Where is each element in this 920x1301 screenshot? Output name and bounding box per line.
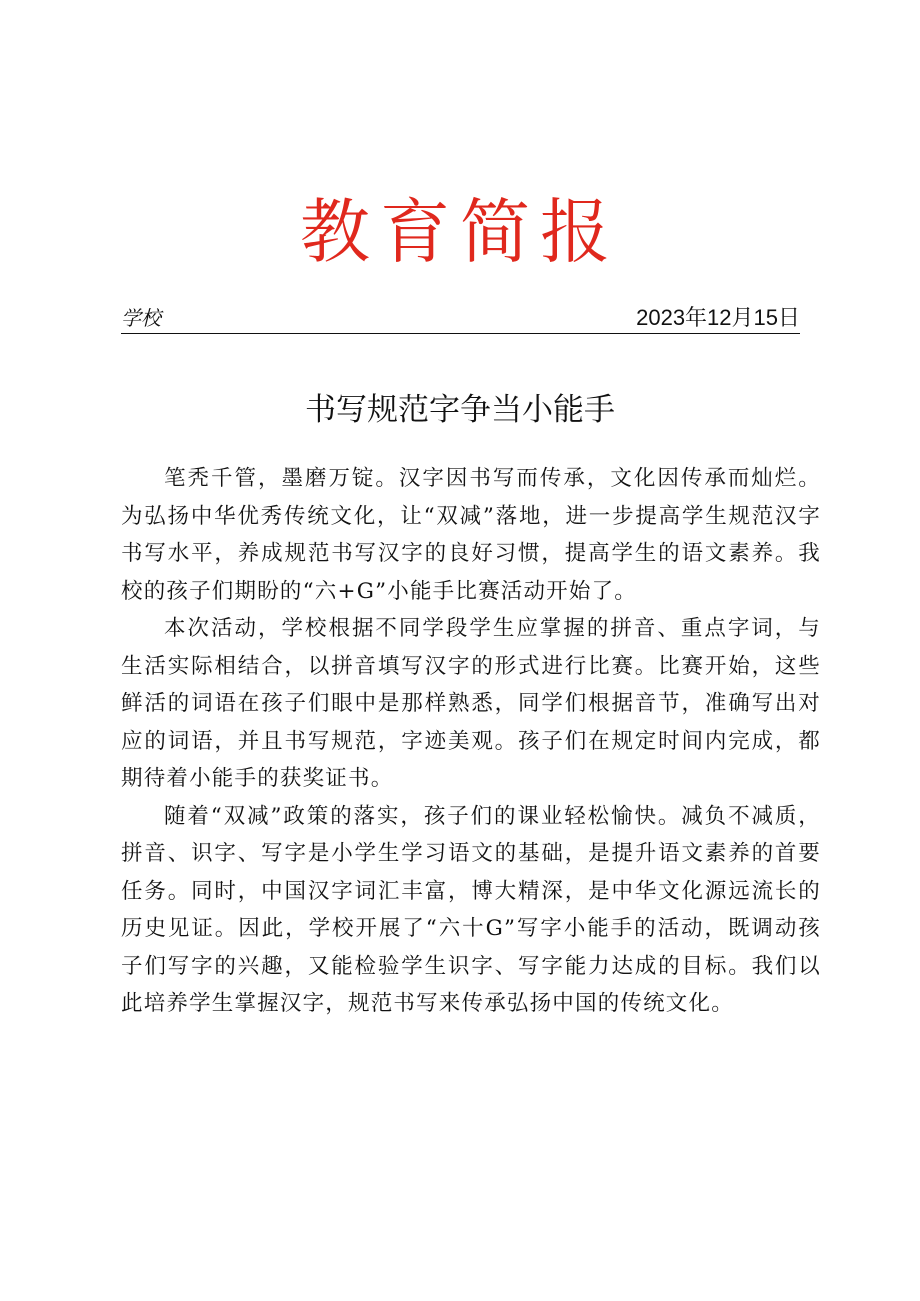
- paragraph-1: 笔秃千管，墨磨万锭。汉字因书写而传承，文化因传承而灿烂。为弘扬中华优秀传统文化，让“双减”落地，进一步提高学生规范汉字书写水平，养成规范书写汉字的良好习惯，提高学生的语文素养。我校的孩子们期盼的“六+G”小能手比赛活动开始了。: [121, 466, 821, 604]
- paragraph-3: 随着“双减”政策的落实，孩子们的课业轻松愉快。减负不减质，拼音、识字、写字是小学生学习语文的基础，是提升语文素养的首要任务。同时，中国汉字词汇丰富，博大精深，是中华文化源远流长的历史见证。因此，学校开展了“六十G”写字小能手的活动，既调动孩子们写字的兴趣，又能检验学生识字、写字能力达成的目标。我们以此培养学生掌握汉字，规范书写来传承弘扬中国的传统文化。: [121, 803, 821, 1016]
- masthead-title: 教育简报: [300, 191, 620, 273]
- issue-date: 2023年12月15日: [636, 305, 800, 330]
- article-title: 书写规范字争当小能手: [305, 392, 615, 428]
- dateline: [121, 303, 800, 334]
- school-label: 学校: [121, 306, 161, 330]
- article-body: [121, 460, 821, 1023]
- paragraph-2: 本次活动，学校根据不同学段学生应掌握的拼音、重点字词，与生活实际相结合，以拼音填写汉字的形式进行比赛。比赛开始，这些鲜活的词语在孩子们眼中是那样熟悉，同学们根据音节，准确写出对应的词语，并且书写规范，字迹美观。孩子们在规定时间内完成，都期待着小能手的获奖证书。: [121, 616, 821, 791]
